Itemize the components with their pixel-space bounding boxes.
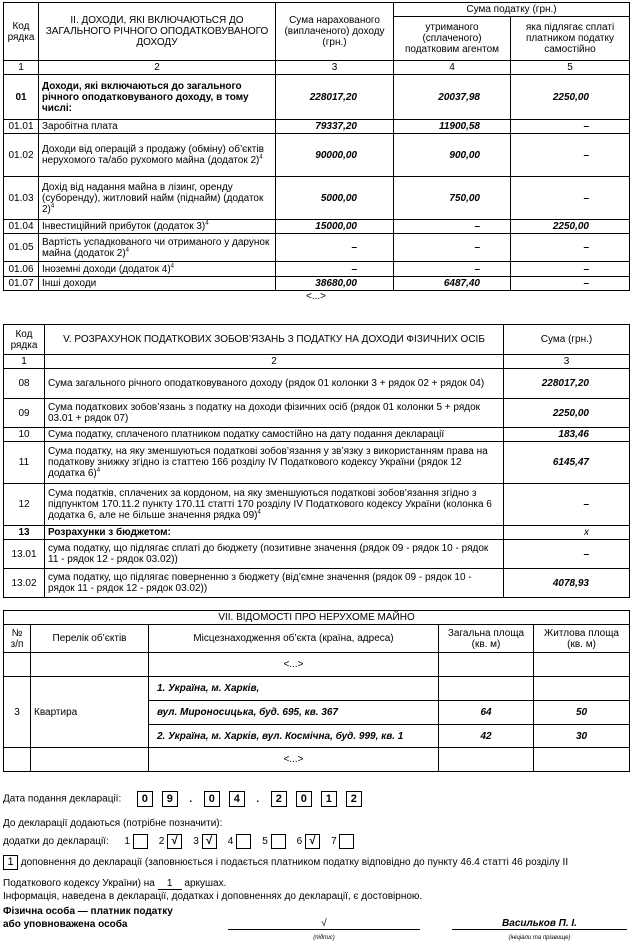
table-row	[4, 120, 630, 134]
row-sum: 228017,20	[504, 369, 630, 399]
row-code: 01.04	[4, 220, 39, 234]
property-list-header: Перелік об’єктів	[31, 625, 149, 653]
supplement-text: доповнення до декларації (заповнюється і подається платником податку відповідно до пункту 46.4 статті 46 розділу II	[20, 857, 569, 869]
table-row	[4, 399, 630, 428]
supplement-row-2	[3, 878, 226, 890]
appendix-item: 6 √	[297, 836, 320, 847]
row-code: 09	[4, 399, 45, 428]
signature-field[interactable]	[228, 918, 420, 930]
row-self: –	[511, 177, 630, 220]
row-label: Сума податку, на яку зменшуються податкові зобов’язання у зв’язку з використанням права на податкову знижку згідно із статтею 166 розділу IV Податкового кодексу України (рядок 12 додатка 6)$^4$	[45, 442, 504, 484]
income-table	[3, 2, 630, 291]
row-sum: –	[504, 484, 630, 526]
appendix-checkbox[interactable]: √	[202, 834, 217, 849]
table-row	[4, 526, 630, 540]
row-sum: 2250,00	[504, 399, 630, 428]
row-code: 11	[4, 442, 45, 484]
row-accrued: 90000,00	[276, 134, 394, 177]
table-row	[4, 177, 630, 220]
property-location-header: Місцезнаходження об’єкта (країна, адреса)	[149, 625, 439, 653]
tax-colnum: 3	[504, 355, 630, 369]
date-digit[interactable]: 2	[271, 791, 287, 807]
table-row	[4, 484, 630, 526]
row-label: сума податку, що підлягає сплаті до бюджету (позитивне значення (рядок 09 - рядок 10 - рядок 11 - рядок 12 - рядок 03.02))	[45, 540, 504, 569]
appendix-checkbox[interactable]	[271, 834, 286, 849]
row-code: 01.02	[4, 134, 39, 177]
appendix-item: 2 √	[159, 836, 182, 847]
row-withheld: 11900,58	[394, 120, 511, 134]
income-colnum: 4	[394, 61, 511, 75]
tax-code-header: Код рядка	[4, 325, 45, 355]
row-withheld: 750,00	[394, 177, 511, 220]
supplement-text-2b: аркушах.	[184, 878, 227, 889]
appendix-label: додатки до декларації:	[3, 836, 109, 848]
row-self: –	[511, 134, 630, 177]
date-row: Дата подання декларації: 0 9 . 0 4 . 2 0 1 2	[3, 791, 371, 807]
property-living-area-header: Житлова площа (кв. м)	[534, 625, 630, 653]
row-label: Доходи від операцій з продажу (обміну) об’єктів нерухомого та/або рухомого майна (додаток 2)$^4$	[39, 134, 276, 177]
appendix-checkbox[interactable]: √	[167, 834, 182, 849]
row-code: 01.06	[4, 262, 39, 277]
row-code: 01.07	[4, 277, 39, 291]
property-address-line: вул. Мироносицька, буд. 695, кв. 367	[149, 701, 439, 725]
table-row	[4, 220, 630, 234]
date-digit[interactable]: 1	[321, 791, 337, 807]
person-label-1: Фізична особа — платник податку	[3, 906, 173, 917]
row-label: Сума загального річного оподатковуваного доходу (рядок 01 колонки 3 + рядок 02 + рядок 04)	[45, 369, 504, 399]
row-self: 2250,00	[511, 220, 630, 234]
supplement-row	[3, 855, 568, 870]
row-withheld: –	[394, 262, 511, 277]
property-living-area: 50	[534, 701, 630, 725]
row-accrued: –	[276, 234, 394, 262]
person-label-2: або уповноважена особа	[3, 919, 128, 930]
property-total-area	[439, 677, 534, 701]
property-living-area: 30	[534, 725, 630, 748]
appendix-checkbox[interactable]	[236, 834, 251, 849]
row-code: 01.01	[4, 120, 39, 134]
table-row	[4, 234, 630, 262]
appendix-item: 4	[228, 836, 251, 847]
date-digit[interactable]: 0	[296, 791, 312, 807]
income-colnum: 1	[4, 61, 39, 75]
property-total-area: 42	[439, 725, 534, 748]
property-living-area	[534, 677, 630, 701]
tax-sum-header: Сума (грн.)	[504, 325, 630, 355]
date-digit[interactable]: 9	[162, 791, 178, 807]
property-total-area-header: Загальна площа (кв. м)	[439, 625, 534, 653]
appendix-item: 1	[124, 836, 147, 847]
tax-colnum: 2	[45, 355, 504, 369]
row-sum: х	[504, 526, 630, 540]
row-label: Заробітна плата	[39, 120, 276, 134]
table-row	[4, 569, 630, 598]
row-accrued: 38680,00	[276, 277, 394, 291]
row-code: 13.01	[4, 540, 45, 569]
appendix-checkbox[interactable]	[133, 834, 148, 849]
certify-text: Інформація, наведена в декларації, додатках і доповненнях до декларації, є достовірною.	[3, 891, 423, 902]
row-sum: 6145,47	[504, 442, 630, 484]
date-digit[interactable]: 0	[204, 791, 220, 807]
appendix-item: 3 √	[193, 836, 216, 847]
row-self: –	[511, 277, 630, 291]
row-code: 12	[4, 484, 45, 526]
name-caption: (ініціали та прізвище)	[508, 935, 571, 941]
property-section	[3, 610, 629, 772]
row-label: Іноземні доходи (додаток 4)$^4$	[39, 262, 276, 277]
income-tax-group-header: Сума податку (грн.)	[394, 3, 630, 17]
appendix-checkbox[interactable]	[339, 834, 354, 849]
attached-label: До декларації додаються (потрібне позначити):	[3, 818, 223, 829]
income-colnum: 3	[276, 61, 394, 75]
property-address-line: 1. Україна, м. Харків,	[149, 677, 439, 701]
row-accrued: 228017,20	[276, 75, 394, 120]
table-row	[4, 262, 630, 277]
row-label: Інші доходи	[39, 277, 276, 291]
row-self: –	[511, 234, 630, 262]
row-label: сума податку, що підлягає поверненню з бюджету (від’ємне значення (рядок 09 - рядок 10 - рядок 11 - рядок 12 - рядок 03.02))	[45, 569, 504, 598]
date-digit[interactable]: 0	[137, 791, 153, 807]
income-withheld-header: утриманого (сплаченого) податковим агентом	[394, 17, 511, 61]
tax-title: V. РОЗРАХУНОК ПОДАТКОВИХ ЗОБОВ’ЯЗАНЬ З ПОДАТКУ НА ДОХОДИ ФІЗИЧНИХ ОСІБ	[45, 325, 504, 355]
row-sum: –	[504, 540, 630, 569]
property-title: VII. ВІДОМОСТІ ПРО НЕРУХОМЕ МАЙНО	[4, 611, 630, 625]
property-total-area: 64	[439, 701, 534, 725]
ellipsis: <...>	[149, 748, 439, 772]
row-sum: 183,46	[504, 428, 630, 442]
income-code-header: Код рядка	[4, 3, 39, 61]
row-label: Дохід від надання майна в лізинг, оренду (суборенду), житловий найм (піднайм) (додаток 2)$^4$	[39, 177, 276, 220]
row-withheld: 900,00	[394, 134, 511, 177]
row-label: Вартість успадкованого чи отриманого у дарунок майна (додаток 2)$^4$	[39, 234, 276, 262]
row-code: 10	[4, 428, 45, 442]
date-label: Дата подання декларації:	[3, 793, 122, 805]
row-label: Розрахунки з бюджетом:	[45, 526, 504, 540]
table-row	[4, 442, 630, 484]
property-address-line: 2. Україна, м. Харків, вул. Космічна, буд. 999, кв. 1	[149, 725, 439, 748]
row-code: 13.02	[4, 569, 45, 598]
appendix-checkbox[interactable]: √	[305, 834, 320, 849]
table-row	[4, 277, 630, 291]
row-label: Сума податків, сплачених за кордоном, на яку зменшуються податкові зобов’язання згідно з підпунктом 170.11.2 пункту 170.11 статті 170 розділу IV Податкового кодексу України (колонка 6 додатка 6, але не більше значення рядка 09)$^4$	[45, 484, 504, 526]
table-row	[4, 369, 630, 399]
income-self-header: яка підлягає сплаті платником податку самостійно	[511, 17, 630, 61]
row-code: 01.05	[4, 234, 39, 262]
income-colnum: 2	[39, 61, 276, 75]
row-label: Інвестиційний прибуток (додаток 3)$^4$	[39, 220, 276, 234]
signature-caption: (підпис)	[313, 935, 335, 941]
row-label: Доходи, які включаються до загального річного оподатковуваного доходу, в тому числі:	[39, 75, 276, 120]
row-code: 08	[4, 369, 45, 399]
row-sum: 4078,93	[504, 569, 630, 598]
appendix-item: 5	[262, 836, 285, 847]
tax-section	[3, 324, 629, 598]
supplement-count[interactable]: 1	[3, 855, 18, 870]
table-row	[4, 75, 630, 120]
date-digit[interactable]: 4	[229, 791, 245, 807]
row-self: –	[511, 120, 630, 134]
table-row	[4, 677, 630, 701]
tax-colnum: 1	[4, 355, 45, 369]
signature-mark: √	[321, 918, 327, 929]
date-digit[interactable]: 2	[346, 791, 362, 807]
row-withheld: –	[394, 234, 511, 262]
row-label: Сума податку, сплаченого платником податку самостійно на дату подання декларації	[45, 428, 504, 442]
row-self: 2250,00	[511, 75, 630, 120]
row-label: Сума податкових зобов’язань з податку на доходи фізичних осіб (рядок 01 колонки 5 + рядок 03.01 + рядок 07)	[45, 399, 504, 428]
row-code: 13	[4, 526, 45, 540]
ellipsis: <...>	[305, 291, 326, 302]
table-row	[4, 428, 630, 442]
row-code: 01	[4, 75, 39, 120]
row-accrued: 5000,00	[276, 177, 394, 220]
table-row	[4, 134, 630, 177]
row-self: –	[511, 262, 630, 277]
sheets-count[interactable]: 1	[158, 878, 182, 890]
row-accrued: 15000,00	[276, 220, 394, 234]
tax-table	[3, 324, 630, 598]
ellipsis: <...>	[149, 653, 439, 677]
property-object: Квартира	[31, 677, 149, 748]
row-accrued: 79337,20	[276, 120, 394, 134]
income-section	[3, 2, 629, 306]
table-row	[4, 540, 630, 569]
row-withheld: 6487,40	[394, 277, 511, 291]
property-num: 3	[4, 677, 31, 748]
appendices-row	[3, 834, 354, 849]
signer-name[interactable]: Васильков П. І.	[452, 918, 627, 930]
row-code: 01.03	[4, 177, 39, 220]
property-num-header: № з/п	[4, 625, 31, 653]
income-title: II. ДОХОДИ, ЯКІ ВКЛЮЧАЮТЬСЯ ДО ЗАГАЛЬНОГО РІЧНОГО ОПОДАТКОВУВАНОГО ДОХОДУ	[39, 3, 276, 61]
row-withheld: 20037,98	[394, 75, 511, 120]
row-withheld: –	[394, 220, 511, 234]
income-accrued-header: Сума нарахованого (виплаченого) доходу (грн.)	[276, 3, 394, 61]
supplement-text-2a: Податкового кодексу України) на	[3, 878, 155, 889]
row-accrued: –	[276, 262, 394, 277]
appendix-item: 7	[331, 836, 354, 847]
income-colnum: 5	[511, 61, 630, 75]
property-table	[3, 610, 630, 772]
